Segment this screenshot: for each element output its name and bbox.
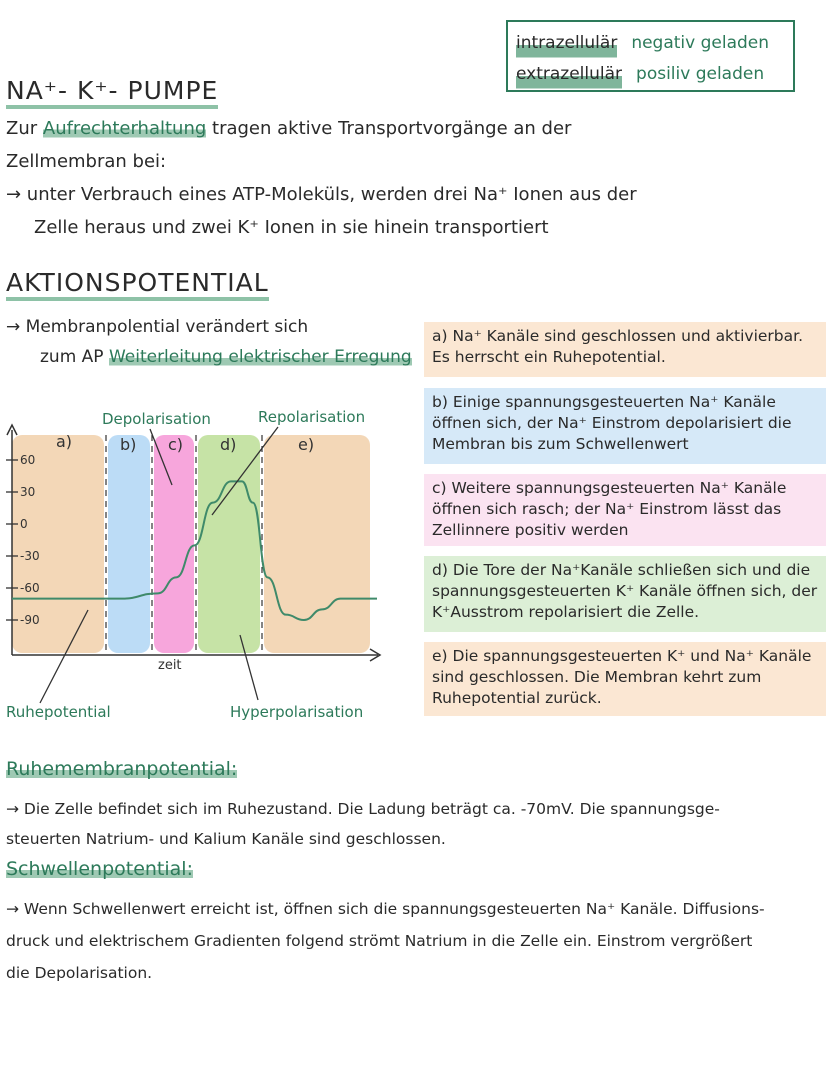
- pump-intro-highlight: Aufrechterhaltung: [42, 118, 207, 139]
- phase-region-b: [108, 435, 150, 653]
- resting-title-text: Ruhemembranpotential:: [6, 758, 238, 780]
- y-tick-label: 60: [20, 453, 36, 467]
- legend-row-intracellular: [516, 28, 785, 59]
- phase-label-a: a): [56, 432, 73, 451]
- legend-row-extracellular: [516, 59, 785, 90]
- pump-title: [6, 76, 218, 105]
- pump-intro-line2: Zellmembran bei:: [6, 151, 167, 172]
- pump-title-text: NA⁺- K⁺- PUMPE: [6, 76, 218, 109]
- action-potential-chart: [0, 395, 415, 735]
- pump-arrow-line1: → unter Verbrauch eines ATP-Moleküls, werden drei Na⁺ Ionen aus der: [6, 184, 637, 205]
- pump-arrow-line2: Zelle heraus und zwei K⁺ Ionen in sie hinein transportiert: [34, 217, 549, 238]
- note-phase-b: b) Einige spannungsgesteuerten Na⁺ Kanäle öffnen sich, der Na⁺ Einstrom depolarisiert die Membran bis zum Schwellenwert: [424, 388, 826, 464]
- depolarisation-label: Depolarisation: [102, 410, 211, 428]
- phase-label-b: b): [120, 435, 137, 454]
- phase-region-e: [264, 435, 370, 653]
- phase-region-d: [198, 435, 260, 653]
- ap-line1: → Membranpolential verändert sich: [6, 317, 309, 337]
- y-tick-label: 0: [20, 517, 28, 531]
- legend-state-extracellular: posiliv geladen: [636, 64, 765, 84]
- threshold-line2: druck und elektrischem Gradienten folgend strömt Natrium in die Zelle ein. Einstrom vergrößert: [6, 932, 753, 950]
- resting-title: [6, 758, 237, 780]
- threshold-line1: → Wenn Schwellenwert erreicht ist, öffnen sich die spannungsgesteuerten Na⁺ Kanäle. Diffusions-: [6, 900, 765, 918]
- ap-title-text: AKTIONSPOTENTIAL: [6, 268, 269, 301]
- y-tick-label: -60: [20, 581, 40, 595]
- repolarisation-label: Repolarisation: [258, 408, 366, 426]
- ap-line2-pre: zum AP: [40, 347, 104, 367]
- ap-line2: [40, 342, 412, 372]
- legend-term-extracellular: extrazellulär: [516, 59, 622, 90]
- threshold-title-text: Schwellenpotential:: [6, 858, 193, 880]
- threshold-title: [6, 858, 193, 880]
- y-tick-label: -30: [20, 549, 40, 563]
- y-tick-label: -90: [20, 613, 40, 627]
- hyperpolarisation-label: Hyperpolarisation: [230, 703, 364, 721]
- pump-intro-post: tragen aktive Transportvorgänge an der: [212, 118, 572, 139]
- note-phase-a: a) Na⁺ Kanäle sind geschlossen und aktivierbar. Es herrscht ein Ruhepotential.: [424, 322, 826, 377]
- resting-line1: → Die Zelle befindet sich im Ruhezustand. Die Ladung beträgt ca. -70mV. Die spannungsge-: [6, 800, 720, 818]
- x-axis-label: zeit: [158, 658, 182, 673]
- phase-label-d: d): [220, 435, 237, 454]
- pump-intro: [6, 112, 571, 145]
- note-phase-d: d) Die Tore der Na⁺Kanäle schließen sich und die spannungsgesteuerten K⁺ Kanäle öffnen sich, der K⁺Ausstrom repolarisiert die Zelle.: [424, 556, 826, 632]
- ap-title: [6, 268, 269, 297]
- note-phase-e: e) Die spannungsgesteuerten K⁺ und Na⁺ Kanäle sind geschlossen. Die Membran kehrt zum Ruhepotential zurück.: [424, 642, 826, 716]
- phase-label-c: c): [168, 435, 184, 454]
- pump-intro-pre: Zur: [6, 118, 38, 139]
- ap-line2-highlight: Weiterleitung elektrischer Erregung: [108, 347, 412, 367]
- y-tick-label: 30: [20, 485, 36, 499]
- phase-label-e: e): [298, 435, 315, 454]
- legend-term-intracellular: intrazellulär: [516, 28, 617, 59]
- resting-line2: steuerten Natrium- und Kalium Kanäle sind geschlossen.: [6, 830, 446, 848]
- threshold-line3: die Depolarisation.: [6, 964, 153, 982]
- charge-legend-box: [506, 20, 795, 92]
- note-phase-c: c) Weitere spannungsgesteuerten Na⁺ Kanäle öffnen sich rasch; der Na⁺ Einstrom lässt das Zellinnere positiv werden: [424, 474, 826, 546]
- rest-label: Ruhepotential: [6, 703, 111, 721]
- phase-region-c: [154, 435, 194, 653]
- legend-state-intracellular: negativ geladen: [631, 33, 770, 53]
